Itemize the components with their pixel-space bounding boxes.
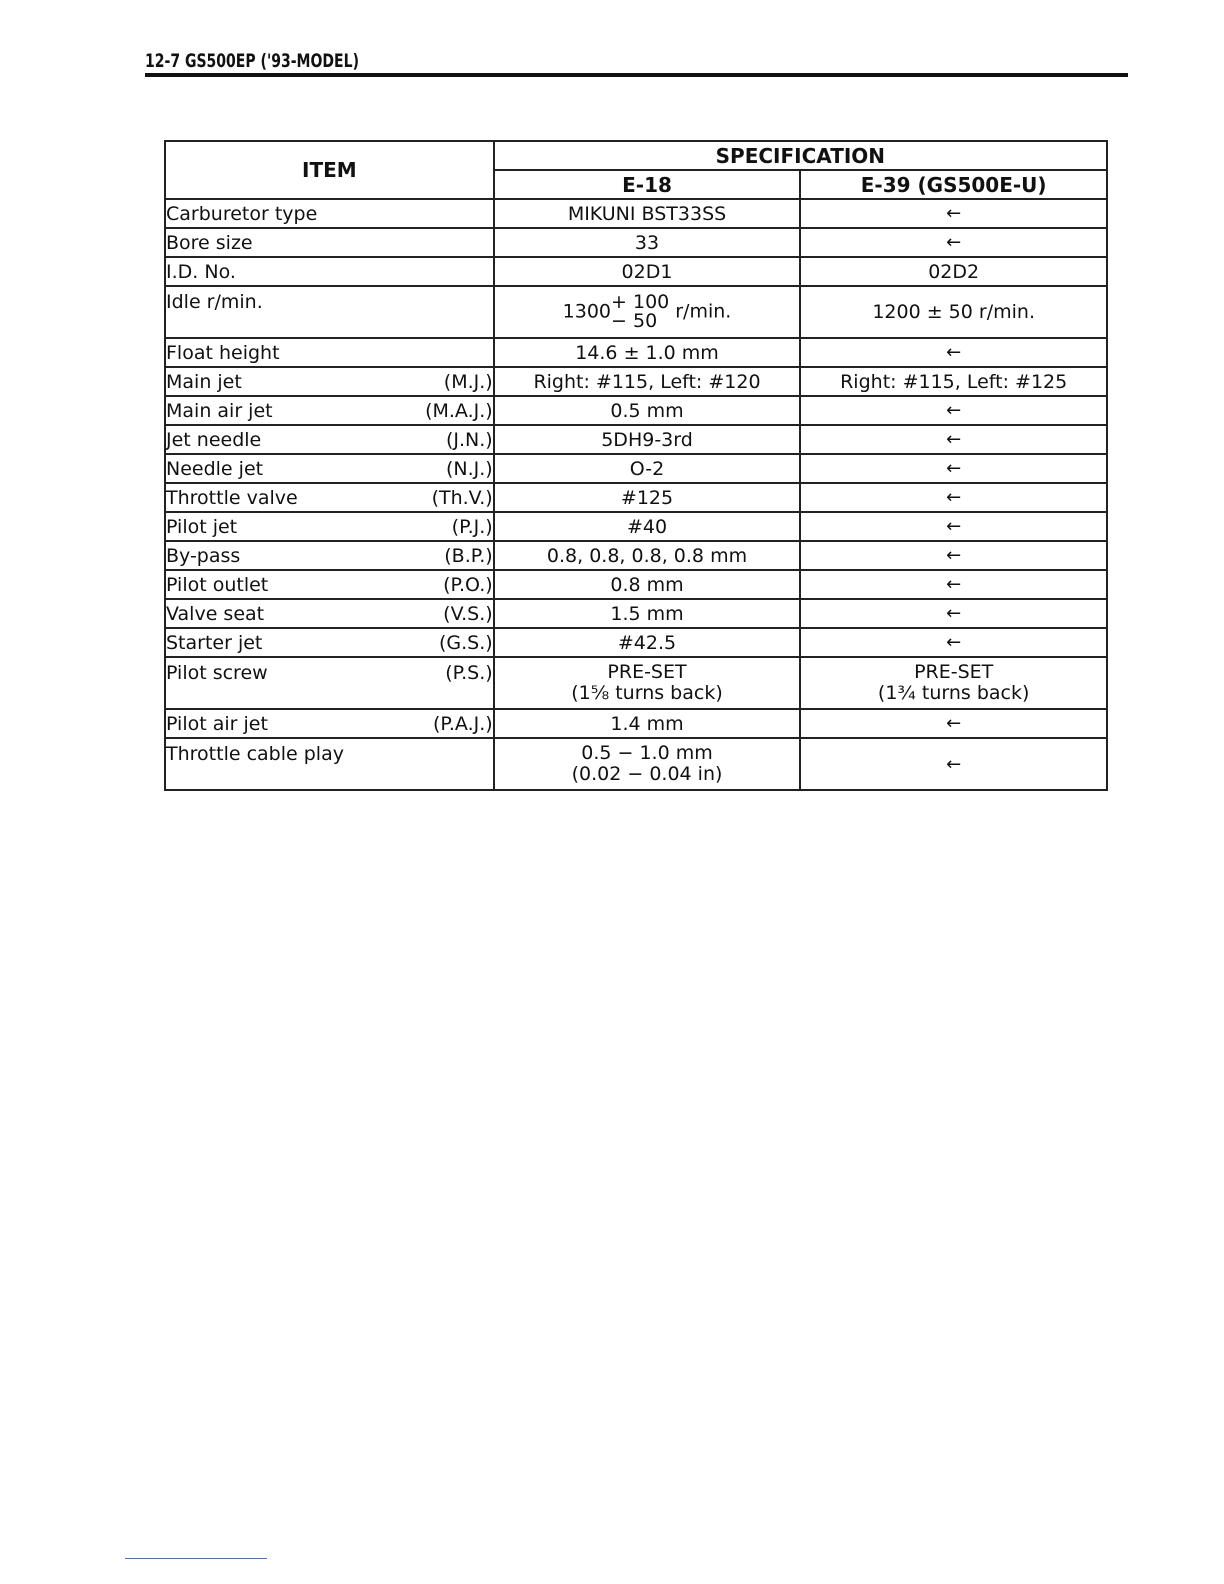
item-code: (P.O.): [443, 573, 493, 596]
item-code: (M.J.): [443, 370, 493, 393]
item-cell: [165, 483, 494, 512]
e18-value: #125: [494, 483, 801, 512]
item-code: (B.P.): [444, 544, 493, 567]
table-row: [165, 628, 1107, 657]
e18-value: #42.5: [494, 628, 801, 657]
item-cell: [165, 570, 494, 599]
item-label: Pilot outlet: [166, 573, 269, 596]
item-cell: [165, 396, 494, 425]
e18-header: E-18: [494, 170, 801, 199]
e39-value: ←: [800, 483, 1107, 512]
idle-base-value: 1300: [562, 300, 612, 323]
e39-value: Right: #115, Left: #125: [800, 367, 1107, 396]
item-code: (J.N.): [445, 428, 493, 451]
table-row: [165, 425, 1107, 454]
item-cell: [165, 709, 494, 738]
item-label: Throttle cable play: [166, 743, 344, 765]
table-row: [165, 367, 1107, 396]
e18-value: MIKUNI BST33SS: [494, 199, 801, 228]
item-cell: [165, 512, 494, 541]
table-row: [165, 512, 1107, 541]
table-row: [165, 541, 1107, 570]
table-row: [165, 454, 1107, 483]
item-code: (P.J.): [451, 515, 493, 538]
item-label: By-pass: [166, 544, 241, 567]
e39-value: ←: [800, 396, 1107, 425]
e39-value: ←: [800, 541, 1107, 570]
e18-line1: 0.5 − 1.0 mm: [581, 742, 713, 764]
e18-value: 1.5 mm: [494, 599, 801, 628]
e39-value: ←: [800, 570, 1107, 599]
item-label: Pilot screw: [166, 662, 268, 684]
e18-value: 0.8, 0.8, 0.8, 0.8 mm: [494, 541, 801, 570]
e39-value: ←: [800, 425, 1107, 454]
item-code: (N.J.): [445, 457, 493, 480]
header-rule: [145, 73, 1128, 77]
item-cell: [165, 657, 494, 709]
item-cell: [165, 738, 494, 790]
e39-value: ←: [800, 199, 1107, 228]
e39-header: E-39 (GS500E-U): [800, 170, 1107, 199]
item-cell: [165, 628, 494, 657]
e18-line2: (0.02 − 0.04 in): [571, 763, 723, 785]
item-code: (P.S.): [445, 662, 493, 684]
item-label: Idle r/min.: [166, 291, 263, 313]
item-code: (Th.V.): [431, 486, 493, 509]
table-row: [165, 709, 1107, 738]
item-cell: [165, 599, 494, 628]
item-cell: [165, 286, 494, 338]
item-label: Main jet: [166, 370, 242, 393]
e18-value: O-2: [494, 454, 801, 483]
table-row: [165, 483, 1107, 512]
e39-value: ←: [800, 628, 1107, 657]
item-code: (V.S.): [443, 602, 493, 625]
item-label: Bore size: [166, 231, 253, 254]
e39-value: ←: [800, 228, 1107, 257]
item-label: Float height: [166, 341, 280, 364]
e39-value: 1200 ± 50 r/min.: [800, 286, 1107, 338]
carburetor-spec-table: [164, 140, 1108, 791]
item-label: Needle jet: [166, 457, 264, 480]
table-header-row: [165, 141, 1107, 170]
e39-value: [800, 657, 1107, 709]
page-header-title: 12-7 GS500EP ('93-MODEL): [145, 50, 359, 72]
item-cell: [165, 454, 494, 483]
item-cell: [165, 541, 494, 570]
table-row: [165, 257, 1107, 286]
e18-line1: PRE-SET: [607, 661, 687, 683]
e18-value: Right: #115, Left: #120: [494, 367, 801, 396]
table-row: [165, 286, 1107, 338]
e18-value: 1.4 mm: [494, 709, 801, 738]
table-row: [165, 738, 1107, 790]
item-label: Main air jet: [166, 399, 273, 422]
table-row: [165, 338, 1107, 367]
idle-plus-tolerance: + 100: [611, 291, 670, 313]
e18-value: 02D1: [494, 257, 801, 286]
e18-line2: (1⅝ turns back): [571, 682, 723, 704]
item-cell: [165, 367, 494, 396]
item-cell: [165, 228, 494, 257]
e39-value: ←: [800, 512, 1107, 541]
footer-rule: [125, 1558, 267, 1559]
item-label: Jet needle: [166, 428, 262, 451]
item-cell: [165, 199, 494, 228]
idle-tolerance: [611, 293, 669, 331]
item-cell: [165, 338, 494, 367]
e39-value: 02D2: [800, 257, 1107, 286]
item-label: Starter jet: [166, 631, 263, 654]
e18-value: #40: [494, 512, 801, 541]
e18-value: [494, 738, 801, 790]
e39-value: ←: [800, 599, 1107, 628]
item-code: (G.S.): [438, 631, 493, 654]
e39-value: ←: [800, 738, 1107, 790]
idle-unit: r/min.: [675, 300, 732, 323]
item-label: Throttle valve: [166, 486, 298, 509]
table-row: [165, 657, 1107, 709]
item-cell: [165, 257, 494, 286]
e18-value: [494, 657, 801, 709]
e18-value: 33: [494, 228, 801, 257]
e39-value: ←: [800, 454, 1107, 483]
e39-line2: (1¾ turns back): [877, 682, 1030, 704]
item-code: (M.A.J.): [425, 399, 493, 422]
e39-value: ←: [800, 709, 1107, 738]
table-row: [165, 396, 1107, 425]
e18-value: 0.5 mm: [494, 396, 801, 425]
item-label: I.D. No.: [166, 260, 236, 283]
e39-line1: PRE-SET: [914, 661, 994, 683]
e18-value: 0.8 mm: [494, 570, 801, 599]
e18-value: 5DH9-3rd: [494, 425, 801, 454]
table-row: [165, 599, 1107, 628]
table-row: [165, 228, 1107, 257]
item-label: Pilot jet: [166, 515, 238, 538]
e39-value: ←: [800, 338, 1107, 367]
e18-value: 14.6 ± 1.0 mm: [494, 338, 801, 367]
item-code: (P.A.J.): [432, 712, 493, 735]
item-label: Pilot air jet: [166, 712, 268, 735]
idle-minus-tolerance: − 50: [611, 310, 658, 332]
item-cell: [165, 425, 494, 454]
item-label: Valve seat: [166, 602, 265, 625]
item-label: Carburetor type: [166, 202, 318, 225]
table-row: [165, 199, 1107, 228]
specification-header: SPECIFICATION: [494, 141, 1107, 170]
item-header: ITEM: [165, 141, 494, 199]
e18-value: [494, 286, 801, 338]
table-row: [165, 570, 1107, 599]
